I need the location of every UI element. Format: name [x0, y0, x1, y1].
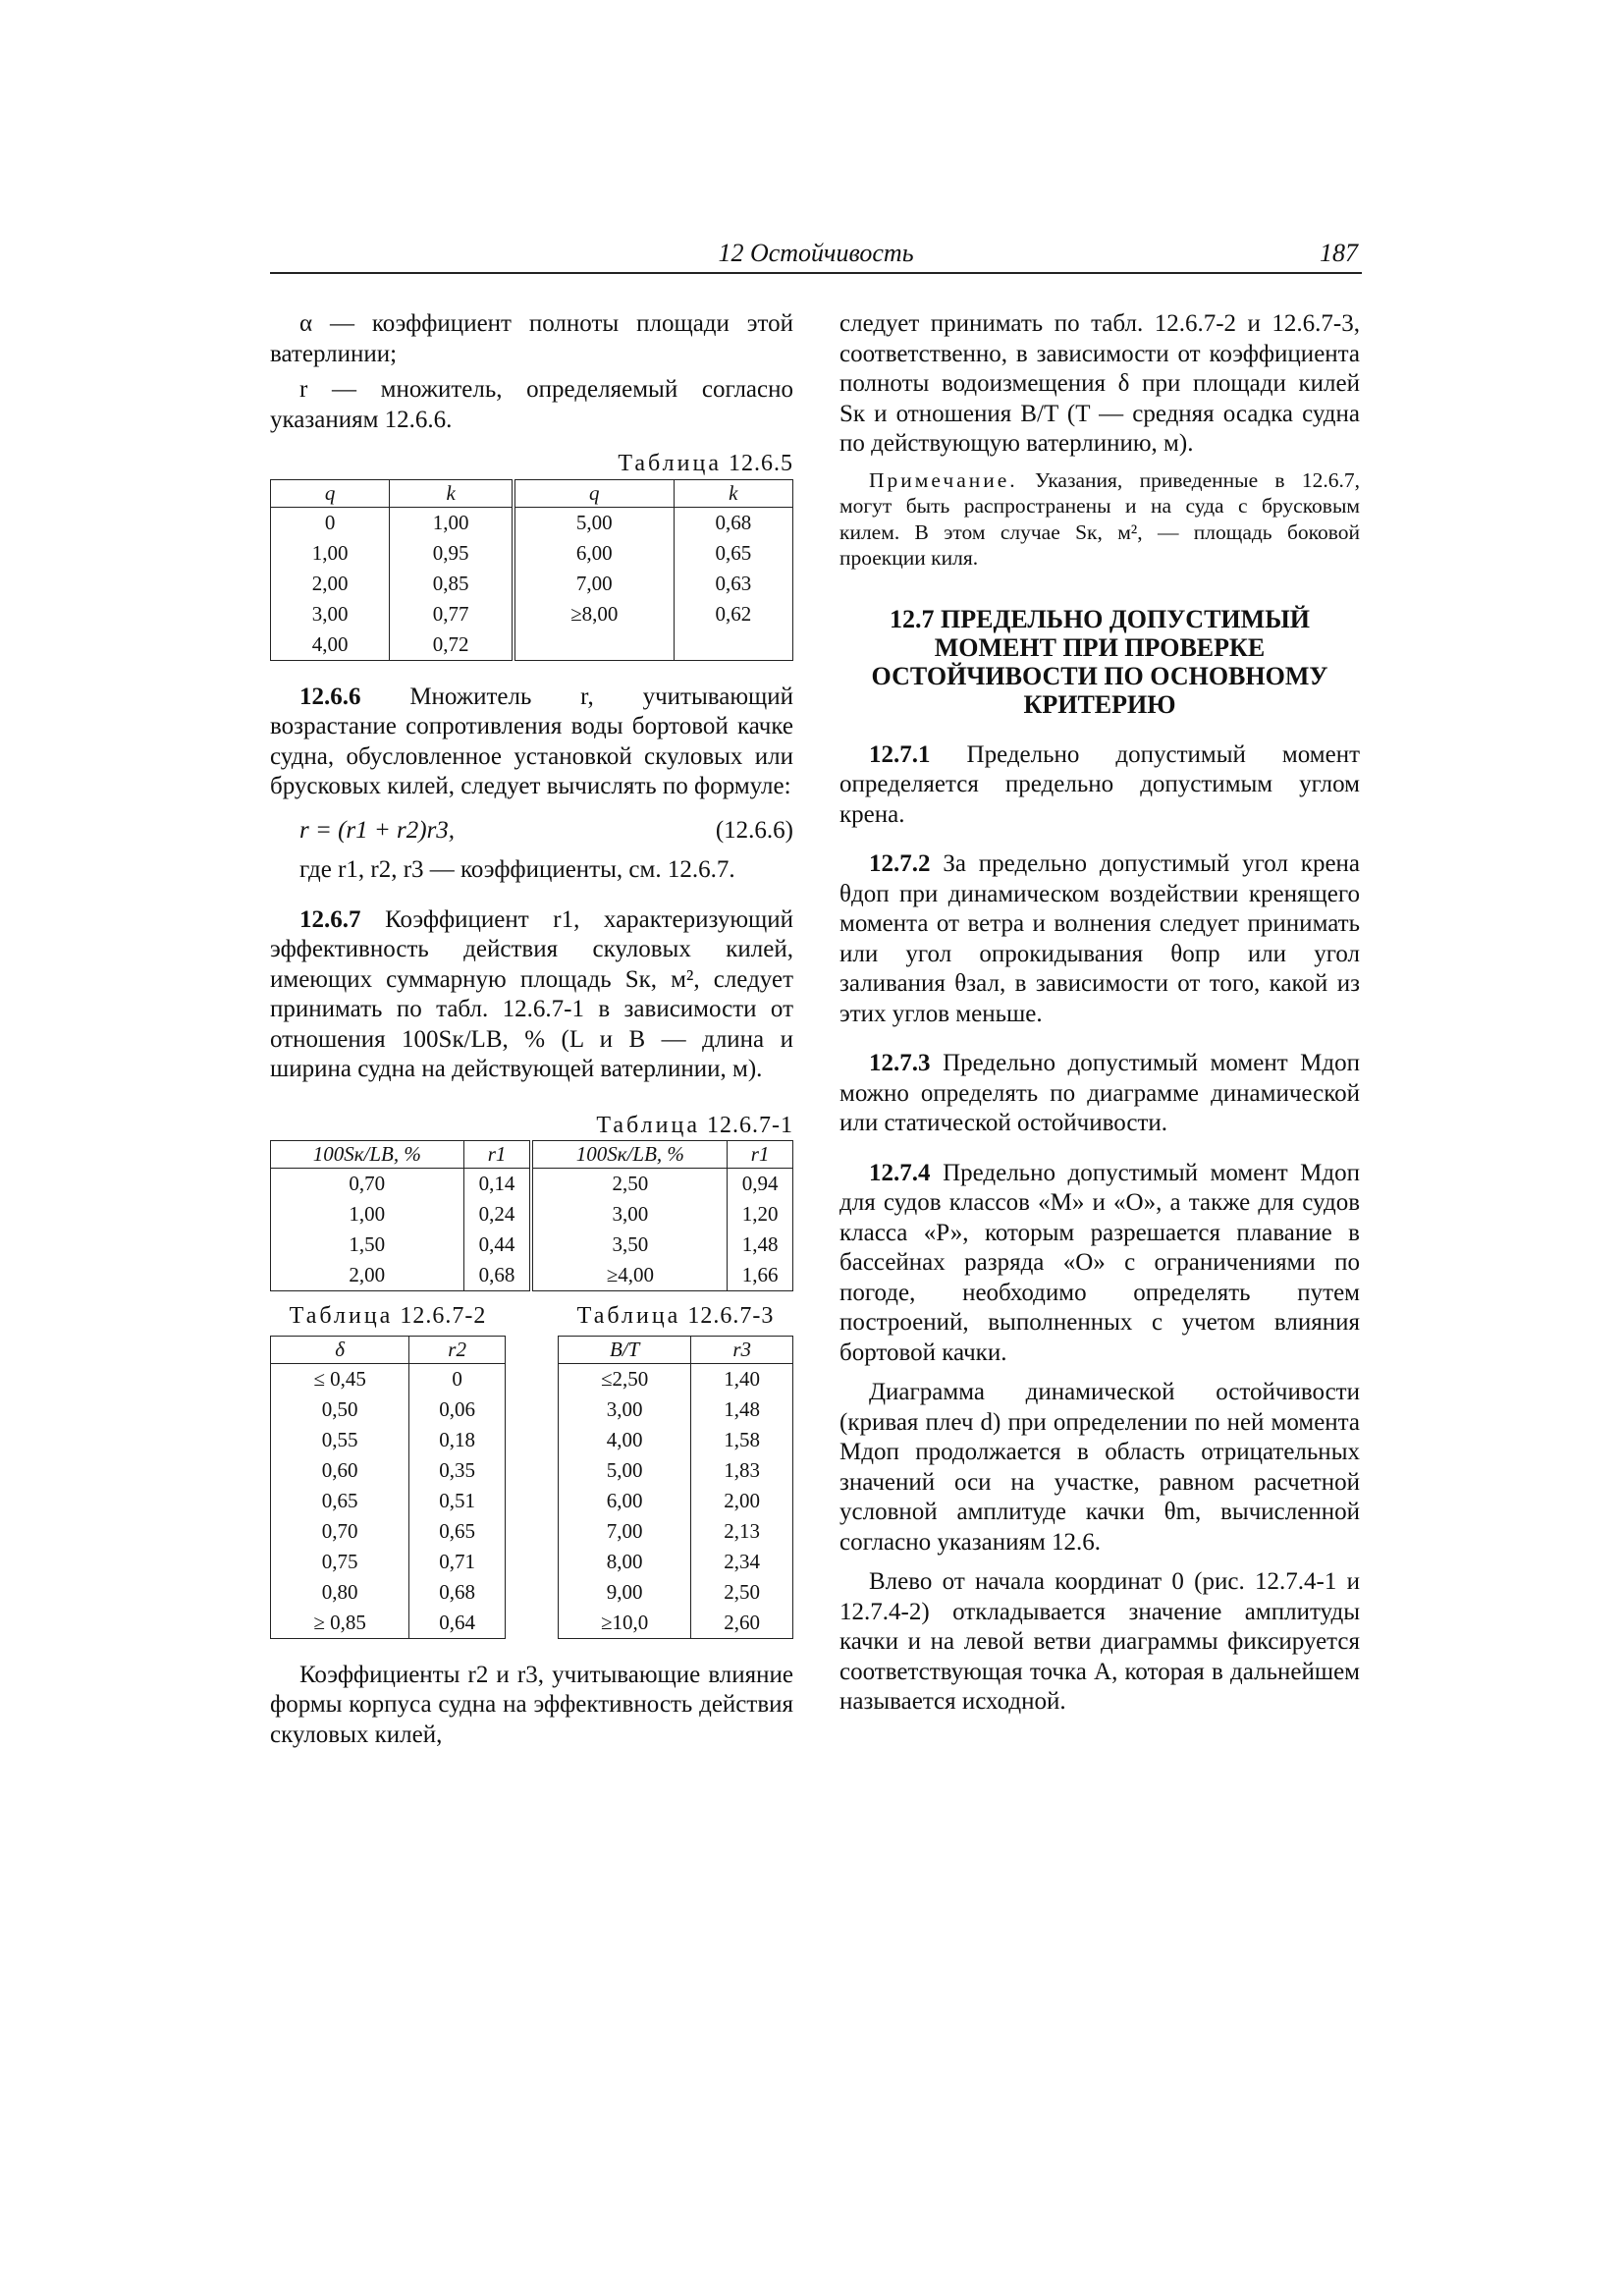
table-cell: 0,64: [409, 1608, 506, 1639]
column-header: 100Sк/LB, %: [271, 1141, 464, 1169]
column-header: q: [514, 479, 674, 507]
table-cell: 1,00: [271, 1199, 464, 1230]
clause-number: 12.6.6: [299, 683, 361, 710]
running-header: [270, 239, 1362, 274]
table-row: [271, 507, 793, 538]
table-cell: 0,95: [390, 538, 514, 569]
clause-number: 12.6.7: [299, 905, 361, 933]
table-cell: 2,00: [691, 1486, 793, 1516]
left-column: [270, 309, 793, 1750]
table-cell: ≥8,00: [514, 599, 674, 629]
table-cell: 5,00: [514, 507, 674, 538]
clause-text: Множитель r, учитывающий возрастание сопротивления воды бортовой качке судна, обусловленное установкой скуловых или брусковых килей, следует вычислять по формуле:: [270, 683, 794, 799]
table-row: [271, 1608, 506, 1639]
caption-label: Таблица: [596, 1112, 700, 1138]
caption-number: 12.6.7-1: [707, 1112, 793, 1138]
note-label: Примечание.: [869, 467, 1018, 492]
table-cell: 0,68: [409, 1577, 506, 1608]
table-cell: ≤2,50: [559, 1363, 691, 1394]
table-cell: 1,66: [728, 1260, 793, 1291]
table-cell: 0: [409, 1363, 506, 1394]
paragraph-12-7-1: [839, 740, 1360, 831]
paragraph-12-7-2: [839, 849, 1360, 1029]
header-title: 12 Остойчивость: [718, 239, 914, 267]
paragraph-origin: Влево от начала координат 0 (рис. 12.7.4-1 и 12.7.4-2) откладывается значение амплитуды качки и на левой ветви диаграммы фиксируется соответствующая точка A, которая в дальнейшем называется исходной.: [839, 1568, 1360, 1715]
tables-pair: [270, 1301, 793, 1639]
clause-text: Предельно допустимый момент Mдоп можно определять по диаграмме динамической или статической остойчивости.: [839, 1050, 1361, 1136]
caption-label: Таблица: [576, 1303, 681, 1329]
clause-number: 12.7.3: [869, 1050, 931, 1076]
table-cell: 2,34: [691, 1547, 793, 1577]
table-cell: 0,71: [409, 1547, 506, 1577]
clause-text: За предельно допустимый угол крена θдоп при динамическом воздействии кренящего момента от ветра и волнения следует принимать или угол опрокидывания θопр или угол заливания θзал, в зависимости от того, какой из этих углов меньше.: [839, 850, 1361, 1027]
table-cell: 0,68: [674, 507, 792, 538]
table-cell: 7,00: [514, 569, 674, 599]
note-text: Указания, приведенные в 12.6.7, могут быть распространены и на суда с брусковым килем. В этом случае Sк, м², — площадь боковой проекции киля.: [839, 467, 1360, 570]
table-cell: ≥4,00: [531, 1260, 727, 1291]
paragraph-12-7-3: [839, 1049, 1360, 1139]
page-number: 187: [1320, 239, 1358, 267]
table-row: [559, 1455, 793, 1486]
table-cell: 6,00: [514, 538, 674, 569]
table-cell: 0,65: [674, 538, 792, 569]
table-row: [271, 569, 793, 599]
table-row: [271, 1516, 506, 1547]
table-cell: 0,62: [674, 599, 792, 629]
table-cell: 0,94: [728, 1169, 793, 1200]
table-cell: 0,60: [271, 1455, 409, 1486]
table-cell: 2,00: [271, 1260, 464, 1291]
table-cell: [674, 629, 792, 661]
table-cell: 0,85: [390, 569, 514, 599]
caption-number: 12.6.7-3: [687, 1303, 775, 1329]
table-row: [271, 1199, 793, 1230]
column-header: q: [271, 479, 390, 507]
table-cell: 0,72: [390, 629, 514, 661]
table-cell: 1,48: [691, 1394, 793, 1425]
table-cell: [514, 629, 674, 661]
table-row: [271, 1169, 793, 1200]
table-header-row: [271, 479, 793, 507]
table-block-12-6-7-3: [558, 1301, 793, 1639]
table-cell: 3,00: [271, 599, 390, 629]
table-cell: 0,44: [463, 1230, 531, 1260]
right-column: [839, 309, 1360, 1718]
section-heading-12-7: 12.7 ПРЕДЕЛЬНО ДОПУСТИМЫЙ МОМЕНТ ПРИ ПРОВЕРКЕ ОСТОЙЧИВОСТИ ПО ОСНОВНОМУ КРИТЕРИЮ: [871, 604, 1328, 719]
paragraph-where: где r1, r2, r3 — коэффициенты, см. 12.6.7.: [299, 856, 735, 883]
paragraph-diagram: Диаграмма динамической остойчивости (кривая плеч d) при определении по ней момента Mдоп продолжается в область отрицательных значений оси на участке, равном расчетной условной амплитуде качки θm, вычисленной согласно указаниям 12.6.: [839, 1379, 1360, 1556]
table-cell: 4,00: [559, 1425, 691, 1455]
table-cell: 4,00: [271, 629, 390, 661]
table-cell: 0,63: [674, 569, 792, 599]
paragraph-r2-r3: Коэффициенты r2 и r3, учитывающие влияние формы корпуса судна на эффективность действия скуловых килей,: [270, 1661, 793, 1748]
paragraph-alpha: α — коэффициент полноты площади этой ватерлинии;: [270, 310, 793, 367]
table-cell: 0,68: [463, 1260, 531, 1291]
table-row: [271, 1260, 793, 1291]
table-cell: 0,14: [463, 1169, 531, 1200]
table-cell: 2,50: [531, 1169, 727, 1200]
table-cell: 2,50: [691, 1577, 793, 1608]
table-cell: 0,80: [271, 1577, 409, 1608]
clause-text: Коэффициент r1, характеризующий эффективность действия скуловых килей, имеющих суммарную площадь Sк, м², следует принимать по табл. 12.6.7-1 в зависимости от отношения 100Sк/LB, % (L и B — длина и ширина судна на действующей ватерлинии, м).: [270, 905, 794, 1082]
table-cell: 0,24: [463, 1199, 531, 1230]
paragraph-12-6-6: [270, 683, 793, 802]
table-cell: 0,65: [409, 1516, 506, 1547]
table-row: [271, 1230, 793, 1260]
table-cell: ≥10,0: [559, 1608, 691, 1639]
clause-number: 12.7.1: [869, 740, 931, 768]
table-cell: 5,00: [559, 1455, 691, 1486]
table-cell: 1,48: [728, 1230, 793, 1260]
clause-text: Предельно допустимый момент определяется предельно допустимым углом крена.: [839, 740, 1360, 828]
clause-text: Предельно допустимый момент Mдоп для судов классов «М» и «О», а также для судов класса «Р», которым разрешается плавание в бассейнах разряда «О» с ограничениями по погоде, необходимо определять путем построений, выполненных с учетом влияния бортовой качки.: [839, 1159, 1361, 1366]
caption-number: 12.6.5: [729, 451, 793, 476]
column-header: k: [674, 479, 792, 507]
table-cell: 0,35: [409, 1455, 506, 1486]
column-header: r3: [691, 1336, 793, 1363]
formula-expression: r = (r1 + r2)r3,: [299, 816, 456, 844]
table-cell: 1,00: [390, 507, 514, 538]
table-cell: 0,70: [271, 1169, 464, 1200]
column-header: 100Sк/LB, %: [531, 1141, 727, 1169]
paragraph-12-6-7: [270, 905, 793, 1085]
table-row: [559, 1394, 793, 1425]
caption-number: 12.6.7-2: [400, 1303, 487, 1329]
paragraph-r: r — множитель, определяемый согласно указаниям 12.6.6.: [270, 376, 793, 433]
table-cell: 0,75: [271, 1547, 409, 1577]
column-header: r1: [463, 1141, 531, 1169]
table-cell: 3,50: [531, 1230, 727, 1260]
caption-label: Таблица: [289, 1303, 394, 1329]
table-caption-12-6-7-1: [270, 1111, 793, 1141]
table-cell: 0,55: [271, 1425, 409, 1455]
table-cell: 1,40: [691, 1363, 793, 1394]
table-cell: 2,13: [691, 1516, 793, 1547]
table-cell: 1,83: [691, 1455, 793, 1486]
table-header-row: [271, 1141, 793, 1169]
column-header: B/T: [559, 1336, 691, 1363]
table-cell: 1,20: [728, 1199, 793, 1230]
table-cell: 2,60: [691, 1608, 793, 1639]
table-caption-12-6-5: [270, 449, 793, 479]
table-caption-12-6-7-3: [558, 1301, 793, 1332]
table-cell: 0,70: [271, 1516, 409, 1547]
table-block-12-6-7-2: [270, 1301, 506, 1639]
table-row: [271, 1547, 506, 1577]
table-cell: 6,00: [559, 1486, 691, 1516]
table-cell: 0,50: [271, 1394, 409, 1425]
table-cell: 3,00: [559, 1394, 691, 1425]
column-header: δ: [271, 1336, 409, 1363]
column-header: r2: [409, 1336, 506, 1363]
table-row: [271, 538, 793, 569]
table-row: [559, 1547, 793, 1577]
table-cell: 0,18: [409, 1425, 506, 1455]
table-cell: 0,06: [409, 1394, 506, 1425]
table-row: [559, 1425, 793, 1455]
table-row: [559, 1516, 793, 1547]
table-row: [271, 629, 793, 661]
table-cell: 7,00: [559, 1516, 691, 1547]
table-cell: 1,50: [271, 1230, 464, 1260]
caption-label: Таблица: [618, 451, 722, 476]
table-cell: 1,00: [271, 538, 390, 569]
clause-number: 12.7.2: [869, 850, 931, 877]
table-row: [271, 1455, 506, 1486]
table-cell: 8,00: [559, 1547, 691, 1577]
table-cell: 2,00: [271, 569, 390, 599]
table-cell: ≥ 0,85: [271, 1608, 409, 1639]
table-row: [271, 1363, 506, 1394]
table-row: [559, 1363, 793, 1394]
note: [839, 467, 1360, 572]
table-cell: 3,00: [531, 1199, 727, 1230]
formula-number: (12.6.6): [715, 816, 793, 844]
paragraph-12-7-4: [839, 1159, 1360, 1369]
table-header-row: [559, 1336, 793, 1363]
table-12-6-5: [270, 479, 793, 661]
table-12-6-7-2: [270, 1336, 506, 1639]
table-cell: 0,65: [271, 1486, 409, 1516]
clause-number: 12.7.4: [869, 1159, 931, 1186]
table-caption-12-6-7-2: [270, 1301, 506, 1332]
table-row: [559, 1577, 793, 1608]
table-row: [271, 1394, 506, 1425]
table-cell: 0: [271, 507, 390, 538]
table-cell: 9,00: [559, 1577, 691, 1608]
paragraph-continued: следует принимать по табл. 12.6.7-2 и 12.6.7-3, соответственно, в зависимости от коэффициента полноты водоизмещения δ при площади килей Sк и отношения B/T (T — средняя осадка судна по действующую ватерлинию, м).: [839, 310, 1360, 457]
formula-12-6-6: [270, 816, 793, 847]
column-header: r1: [728, 1141, 793, 1169]
table-12-6-7-1: [270, 1140, 793, 1291]
table-row: [271, 1486, 506, 1516]
table-cell: 1,58: [691, 1425, 793, 1455]
table-row: [559, 1608, 793, 1639]
table-row: [271, 1577, 506, 1608]
table-cell: 0,51: [409, 1486, 506, 1516]
table-row: [271, 1425, 506, 1455]
table-cell: 0,77: [390, 599, 514, 629]
table-header-row: [271, 1336, 506, 1363]
table-12-6-7-3: [558, 1336, 793, 1639]
table-cell: ≤ 0,45: [271, 1363, 409, 1394]
table-row: [271, 599, 793, 629]
column-header: k: [390, 479, 514, 507]
table-row: [559, 1486, 793, 1516]
